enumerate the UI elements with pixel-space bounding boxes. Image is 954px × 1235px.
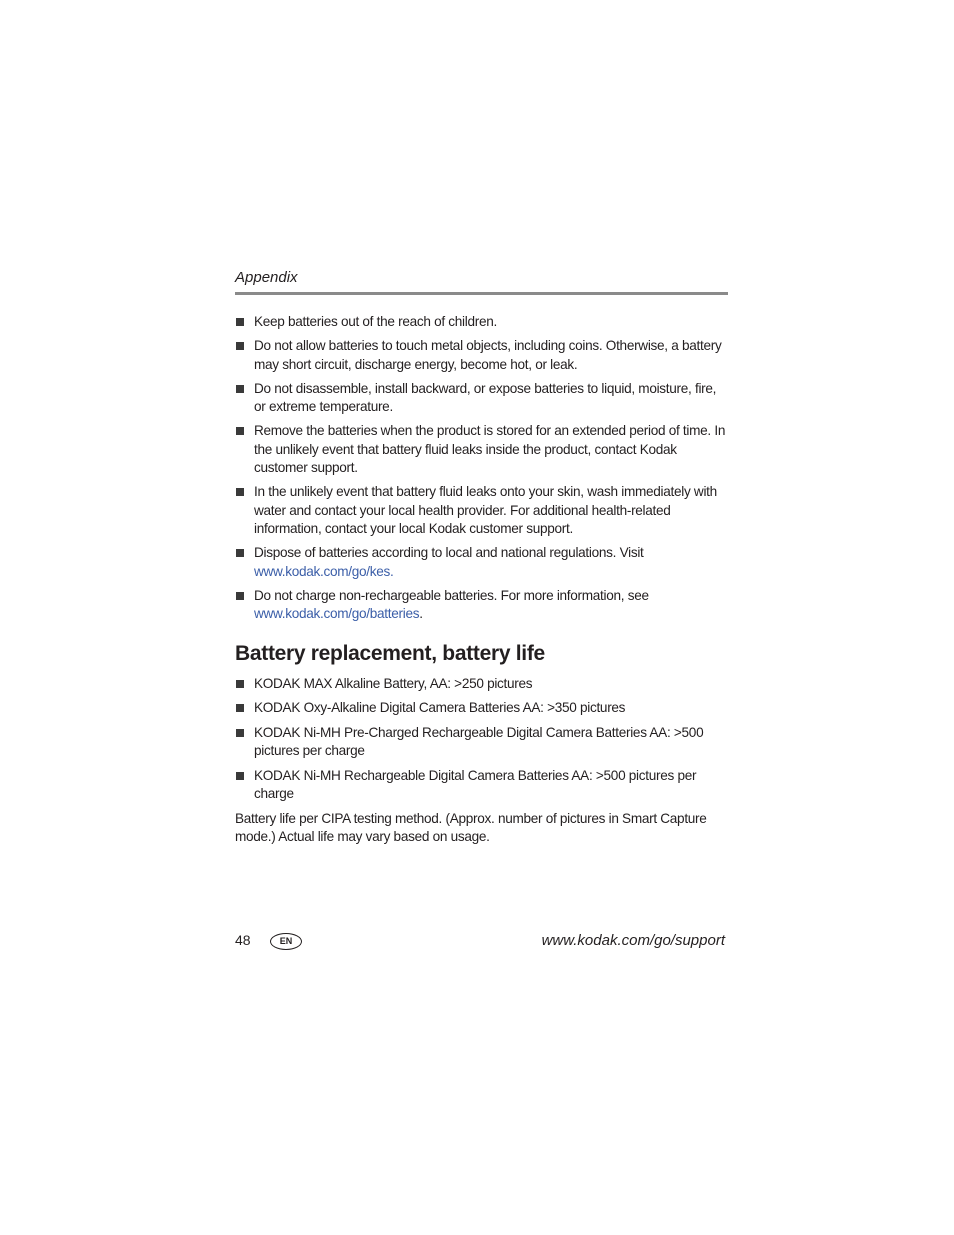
kes-link[interactable]: www.kodak.com/go/kes. bbox=[254, 563, 394, 579]
battery-safety-list bbox=[235, 313, 728, 624]
list-item-text: KODAK MAX Alkaline Battery, AA: >250 pictures bbox=[254, 675, 533, 691]
running-header: Appendix bbox=[235, 268, 728, 295]
batteries-link[interactable]: www.kodak.com/go/batteries bbox=[254, 606, 420, 621]
battery-life-list bbox=[235, 675, 728, 804]
square-bullet-icon bbox=[236, 772, 244, 780]
page-content bbox=[235, 268, 728, 847]
list-item bbox=[235, 422, 728, 478]
list-item-text: Do not allow batteries to touch metal objects, including coins. Otherwise, a battery may short circuit, discharge energy, become hot, or leak. bbox=[254, 338, 722, 372]
support-url: www.kodak.com/go/support bbox=[541, 932, 725, 949]
battery-life-note: Battery life per CIPA testing method. (Approx. number of pictures in Smart Capture mode.) Actual life may vary based on usage. bbox=[235, 810, 707, 844]
page-number: 48 bbox=[235, 932, 251, 948]
square-bullet-icon bbox=[236, 385, 244, 393]
square-bullet-icon bbox=[236, 704, 244, 712]
square-bullet-icon bbox=[236, 729, 244, 737]
list-item-text: KODAK Oxy-Alkaline Digital Camera Batteries AA: >350 pictures bbox=[254, 700, 626, 715]
list-item bbox=[235, 587, 728, 624]
square-bullet-icon bbox=[236, 549, 244, 557]
list-item-text: KODAK Ni-MH Pre-Charged Rechargeable Digital Camera Batteries AA: >500 pictures per charge bbox=[254, 724, 704, 758]
section-title: Battery replacement, battery life bbox=[235, 641, 545, 665]
language-badge-icon: EN bbox=[270, 933, 302, 950]
list-item bbox=[235, 313, 728, 332]
list-item-suffix: . bbox=[419, 606, 423, 621]
list-item bbox=[235, 380, 728, 417]
square-bullet-icon bbox=[236, 680, 244, 688]
square-bullet-icon bbox=[236, 342, 244, 350]
page-footer bbox=[235, 930, 725, 954]
list-item-text: In the unlikely event that battery fluid leaks onto your skin, wash immediately with water and contact your local health provider. For additional health-related information, contact your local Kodak customer support. bbox=[254, 484, 717, 536]
list-item-text: Keep batteries out of the reach of children. bbox=[254, 314, 497, 329]
list-item-text: Remove the batteries when the product is stored for an extended period of time. In the unlikely event that battery fluid leaks inside the product, contact Kodak customer support. bbox=[254, 423, 726, 475]
square-bullet-icon bbox=[236, 592, 244, 600]
list-item bbox=[235, 337, 728, 374]
list-item-text: KODAK Ni-MH Rechargeable Digital Camera Batteries AA: >500 pictures per charge bbox=[254, 767, 697, 801]
list-item bbox=[235, 767, 728, 804]
square-bullet-icon bbox=[236, 318, 244, 326]
list-item bbox=[235, 675, 728, 694]
list-item bbox=[235, 724, 728, 761]
list-item bbox=[235, 699, 728, 718]
list-item-text: Do not charge non-rechargeable batteries. For more information, see bbox=[254, 587, 649, 603]
list-item-text: Do not disassemble, install backward, or expose batteries to liquid, moisture, fire, or extreme temperature. bbox=[254, 380, 717, 414]
square-bullet-icon bbox=[236, 488, 244, 496]
square-bullet-icon bbox=[236, 427, 244, 435]
list-item bbox=[235, 483, 728, 539]
list-item-text: Dispose of batteries according to local and national regulations. Visit bbox=[254, 545, 644, 560]
list-item bbox=[235, 544, 728, 581]
